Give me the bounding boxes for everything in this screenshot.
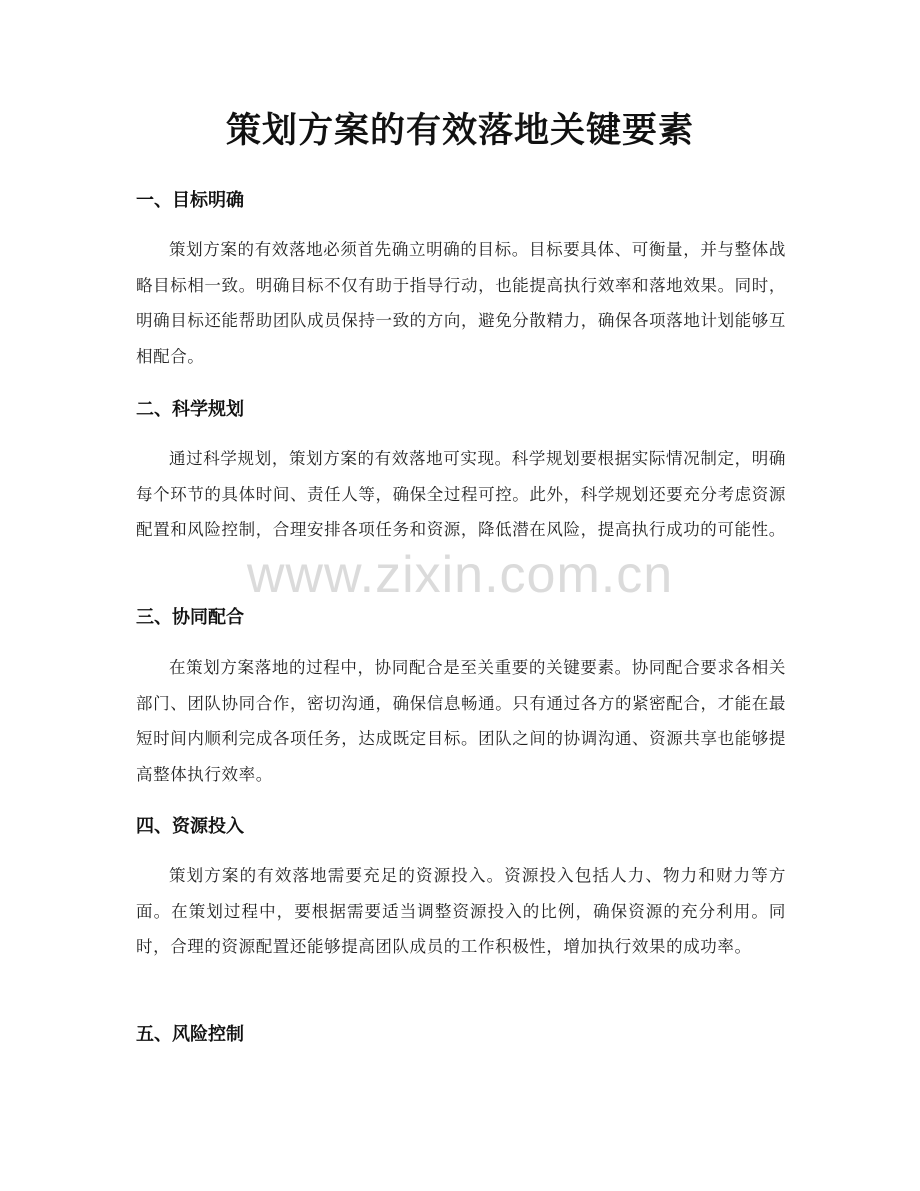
document-title: 策划方案的有效落地关键要素 [225,111,694,151]
section-paragraph-2: 通过科学规划，策划方案的有效落地可实现。科学规划要根据实际情况制定，明确每个环节的具体时间、责任人等，确保全过程可控。此外，科学规划还要充分考虑资源配置和风险控制，合理安排各项任务和资源，降低潜在风险，提高执行成功的可能性。 [136,449,786,539]
watermark-text: www.zixin.com.cn [246,546,674,604]
section-heading-3: 三、协同配合 [136,607,244,628]
section-heading-1: 一、目标明确 [136,190,244,211]
section-paragraph-3: 在策划方案落地的过程中，协同配合是至关重要的关键要素。协同配合要求各相关部门、团队协同合作，密切沟通，确保信息畅通。只有通过各方的紧密配合，才能在最短时间内顺利完成各项任务，达成既定目标。团队之间的协调沟通、资源共享也能够提高整体执行效率。 [136,658,786,784]
section-paragraph-4: 策划方案的有效落地需要充足的资源投入。资源投入包括人力、物力和财力等方面。在策划过程中，要根据需要适当调整资源投入的比例，确保资源的充分利用。同时，合理的资源配置还能够提高团队成员的工作积极性，增加执行效果的成功率。 [136,866,786,956]
section-heading-2: 二、科学规划 [136,399,244,420]
section-heading-5: 五、风险控制 [136,1024,244,1045]
section-heading-4: 四、资源投入 [136,816,244,837]
section-paragraph-1: 策划方案的有效落地必须首先确立明确的目标。目标要具体、可衡量，并与整体战略目标相一致。明确目标不仅有助于指导行动，也能提高执行效率和落地效果。同时，明确目标还能帮助团队成员保持一致的方向，避免分散精力，确保各项落地计划能够互相配合。 [136,240,786,366]
